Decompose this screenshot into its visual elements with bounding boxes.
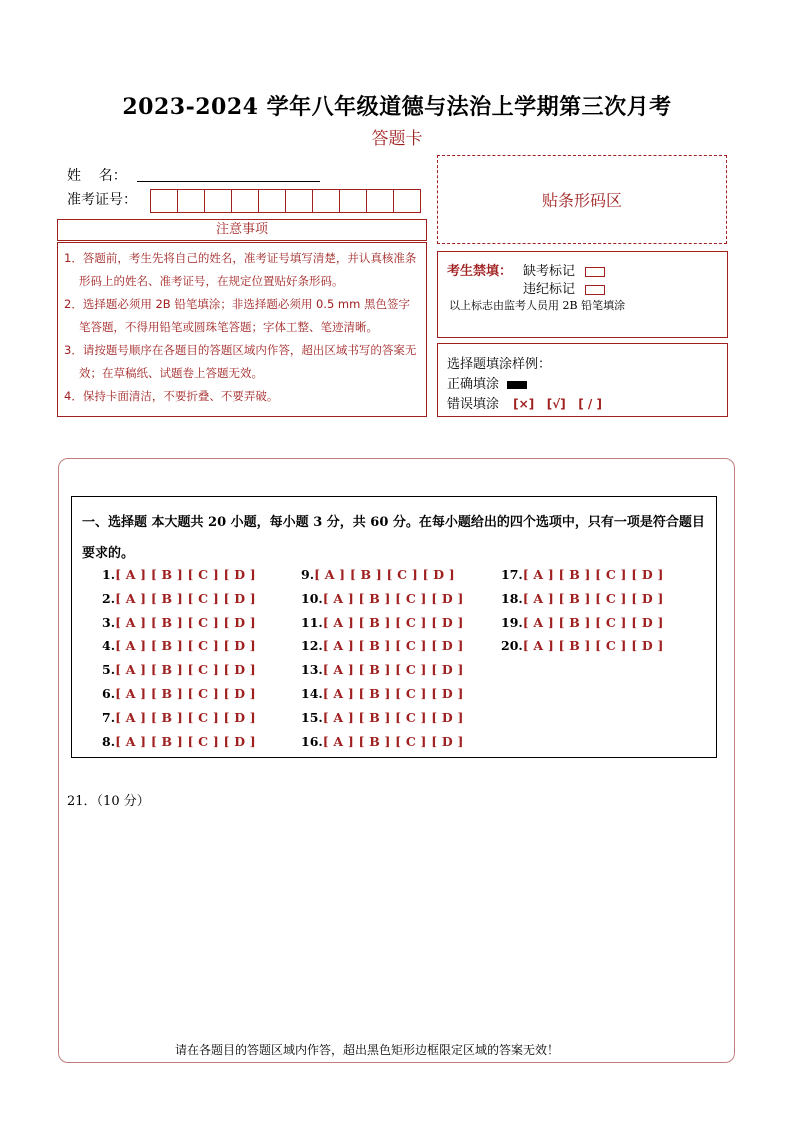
page-title: 2023-2024 学年八年级道德与法治上学期第三次月考	[122, 94, 672, 120]
footer-note: 请在各题目的答题区域内作答，超出黑色矩形边框限定区域的答案无效！	[174, 1043, 559, 1057]
id-box[interactable]	[286, 189, 313, 213]
notice-heading: 注意事项	[57, 219, 427, 241]
choice-question-row[interactable]	[102, 615, 256, 630]
violation-mark-label: 违纪标记	[523, 282, 576, 297]
fill-sample-title: 选择题填涂样例：	[447, 357, 552, 372]
barcode-area	[437, 155, 727, 244]
answer-options[interactable]: [ A ] [ B ] [ C ] [ D ]	[522, 567, 664, 582]
choice-question-row[interactable]	[102, 638, 256, 653]
id-box[interactable]	[232, 189, 259, 213]
question-number: 4.	[102, 638, 116, 654]
choice-question-row[interactable]	[102, 567, 256, 582]
answer-options[interactable]: [ A ] [ B ] [ C ] [ D ]	[115, 614, 256, 630]
choice-question-row[interactable]	[301, 615, 464, 630]
choice-question-row[interactable]	[501, 615, 664, 630]
question-number: 8.	[102, 733, 116, 749]
absent-mark-box[interactable]	[585, 267, 605, 277]
answer-options[interactable]: [ A ] [ B ] [ C ] [ D ]	[322, 638, 464, 654]
answer-options[interactable]: [ A ] [ B ] [ C ] [ D ]	[522, 638, 664, 654]
question-number: 2.	[102, 590, 116, 606]
choice-question-row[interactable]	[102, 662, 256, 677]
question-21-answer-area[interactable]	[67, 815, 727, 1030]
flags-note: 以上标志由监考人员用 2B 铅笔填涂	[449, 299, 626, 312]
barcode-label: 贴条形码区	[541, 191, 622, 210]
notice-body	[57, 242, 427, 417]
id-box[interactable]	[394, 189, 421, 213]
answer-options[interactable]: [ A ] [ B ] [ C ] [ D ]	[322, 590, 464, 606]
choice-question-row[interactable]	[102, 686, 256, 701]
question-number: 12.	[301, 638, 323, 654]
id-boxes[interactable]	[150, 189, 421, 213]
question-number: 6.	[102, 686, 116, 701]
id-box[interactable]	[205, 189, 232, 213]
choice-question-row[interactable]	[501, 591, 664, 606]
question-number: 20.	[501, 638, 523, 654]
answer-options[interactable]: [ A ] [ B ] [ C ] [ D ]	[115, 709, 256, 725]
violation-mark-box[interactable]	[585, 285, 605, 295]
page-subtitle: 答题卡	[371, 129, 423, 149]
violation-mark-row	[523, 278, 605, 297]
answer-options[interactable]: [ A ] [ B ] [ C ] [ D ]	[322, 733, 464, 749]
exam-flags-label: 考生禁填：	[447, 264, 513, 279]
answer-options[interactable]: [ A ] [ B ] [ C ] [ D ]	[314, 567, 455, 582]
question-number: 19.	[501, 614, 523, 630]
answer-options[interactable]: [ A ] [ B ] [ C ] [ D ]	[522, 614, 664, 630]
correct-fill-label: 正确填涂	[447, 377, 500, 392]
choice-question-row[interactable]	[102, 591, 256, 606]
choice-question-row[interactable]	[102, 734, 256, 749]
name-label: 姓 名：	[67, 168, 127, 184]
id-box[interactable]	[150, 189, 178, 213]
question-number: 15.	[301, 709, 323, 725]
wrong-fill-row	[447, 393, 602, 412]
question-number: 7.	[102, 709, 116, 725]
id-box[interactable]	[178, 189, 205, 213]
wrong-fill-marks: [×] [√] [ / ]	[513, 397, 602, 411]
name-field[interactable]	[137, 181, 320, 182]
wrong-fill-label: 错误填涂	[447, 397, 500, 412]
choice-question-row[interactable]	[301, 662, 464, 677]
answer-options[interactable]: [ A ] [ B ] [ C ] [ D ]	[322, 662, 464, 678]
exam-flags-box	[437, 251, 728, 338]
notice-item: 4．保持卡面清洁，不要折叠、不要弄破。	[64, 389, 279, 403]
answer-options[interactable]: [ A ] [ B ] [ C ] [ D ]	[115, 686, 256, 701]
id-box[interactable]	[367, 189, 394, 213]
question-number: 14.	[301, 686, 323, 701]
choice-instruction: 一、选择题 本大题共 20 小题，每小题 3 分，共 60 分。在每小题给出的四个选项中，只有一项是符合题目要求的。	[82, 515, 705, 561]
notice-item: 3．请按题号顺序在各题目的答题区域内作答，超出区域书写的答案无效；在草稿纸、试题卷上答题无效。	[64, 343, 417, 380]
answer-options[interactable]: [ A ] [ B ] [ C ] [ D ]	[322, 686, 464, 701]
absent-mark-row	[523, 260, 605, 279]
answer-options[interactable]: [ A ] [ B ] [ C ] [ D ]	[115, 590, 256, 606]
choice-question-row[interactable]	[301, 567, 455, 582]
notice-item: 2．选择题必须用 2B 铅笔填涂；非选择题必须用 0.5 mm 黑色签字笔答题，不得用铅笔或圆珠笔答题；字体工整、笔迹清晰。	[64, 297, 410, 334]
choice-section	[71, 496, 717, 758]
choice-question-row[interactable]	[301, 710, 464, 725]
question-number: 5.	[102, 662, 116, 678]
question-number: 16.	[301, 733, 323, 749]
question-number: 13.	[301, 662, 323, 678]
notice-item: 1．答题前，考生先将自己的姓名，准考证号填写清楚，并认真核准条形码上的姓名、准考证号，在规定位置贴好条形码。	[64, 251, 417, 288]
answer-options[interactable]: [ A ] [ B ] [ C ] [ D ]	[115, 733, 256, 749]
id-box[interactable]	[340, 189, 367, 213]
question-21-label: 21．（10 分）	[67, 794, 150, 809]
answer-options[interactable]: [ A ] [ B ] [ C ] [ D ]	[115, 662, 256, 678]
id-box[interactable]	[259, 189, 286, 213]
answer-options[interactable]: [ A ] [ B ] [ C ] [ D ]	[322, 614, 464, 630]
choice-question-row[interactable]	[301, 686, 464, 701]
question-number: 17.	[501, 567, 523, 582]
question-number: 9.	[301, 567, 315, 582]
fill-sample-box	[437, 343, 728, 417]
answer-options[interactable]: [ A ] [ B ] [ C ] [ D ]	[322, 709, 464, 725]
question-number: 18.	[501, 590, 523, 606]
answer-options[interactable]: [ A ] [ B ] [ C ] [ D ]	[115, 638, 256, 654]
correct-fill-row	[447, 373, 527, 392]
choice-question-row[interactable]	[102, 710, 256, 725]
choice-question-row[interactable]	[301, 591, 464, 606]
choice-question-row[interactable]	[501, 638, 664, 653]
absent-mark-label: 缺考标记	[523, 264, 576, 279]
choice-question-row[interactable]	[301, 638, 464, 653]
answer-options[interactable]: [ A ] [ B ] [ C ] [ D ]	[115, 567, 256, 582]
choice-question-row[interactable]	[301, 734, 464, 749]
id-box[interactable]	[313, 189, 340, 213]
correct-fill-mark	[507, 381, 527, 389]
choice-question-row[interactable]	[501, 567, 664, 582]
question-number: 1.	[102, 567, 116, 582]
question-number: 10.	[301, 590, 323, 606]
question-number: 3.	[102, 614, 116, 630]
answer-options[interactable]: [ A ] [ B ] [ C ] [ D ]	[522, 590, 664, 606]
id-label: 准考证号：	[67, 192, 137, 208]
question-number: 11.	[301, 614, 323, 630]
